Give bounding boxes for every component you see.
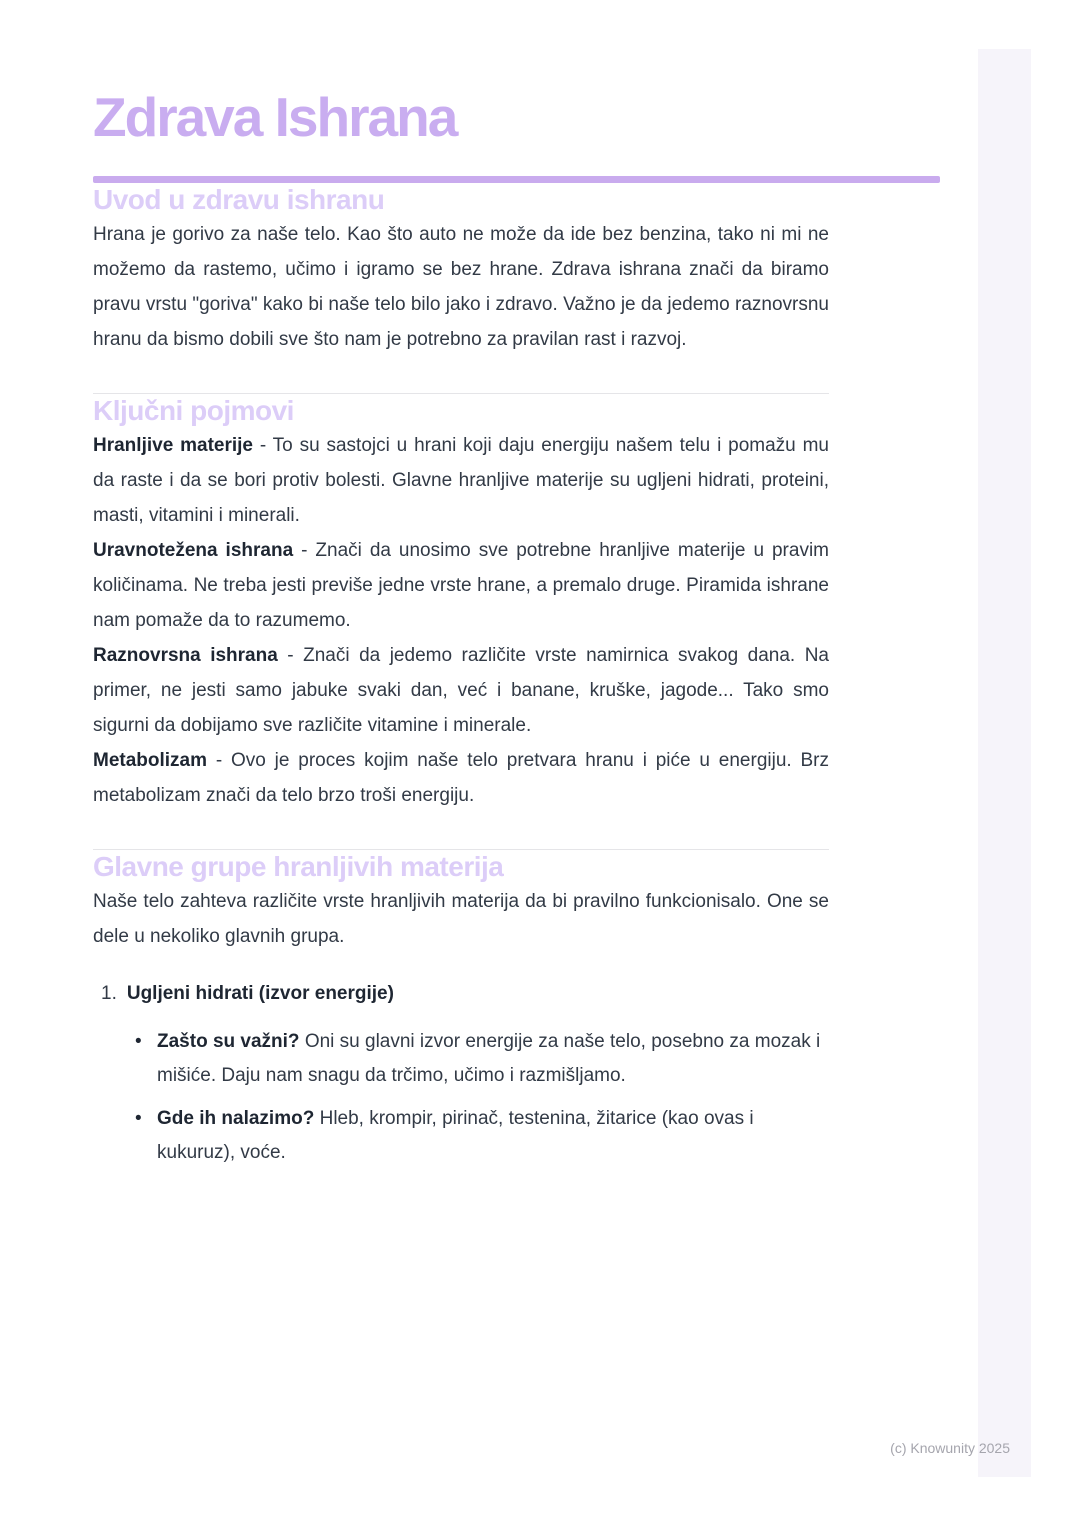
bullet-lead: Gde ih nalazimo?	[157, 1108, 315, 1129]
paragraph-text: Naše telo zahteva različite vrste hranljivih materija da bi pravilno funkcionisalo. One se dele u nekoliko glavnih grupa.	[93, 891, 829, 947]
term-definition: Znači da jedemo različite vrste namirnica svakog dana. Na primer, ne jesti samo jabuke svaki dan, već i banane, kruške, jagode... Tako smo sigurni da dobijamo sve različite vitamine i minerale.	[93, 645, 829, 736]
term-definition: Znači da unosimo sve potrebne hranljive materije u pravim količinama. Ne treba jesti previše jedne vrste hrane, a premalo druge. Piramida ishrane nam pomaže da to razumemo.	[93, 540, 829, 631]
section-heading-kljucni-pojmovi: Ključni pojmovi	[93, 395, 294, 426]
title-underline	[93, 176, 940, 183]
bullet-item	[93, 1102, 829, 1170]
term-definition: To su sastojci u hrani koji daju energiju našem telu i pomažu mu da raste i da se bori protiv bolesti. Glavne hranljive materije su ugljeni hidrati, proteini, masti, vitamini i minerali.	[93, 435, 829, 526]
intro-paragraph	[93, 217, 829, 357]
paragraph-text: Hrana je gorivo za naše telo. Kao što auto ne može da ide bez benzina, tako ni mi ne možemo da rastemo, učimo i igramo se bez hrane. Zdrava ishrana znači da biramo pravu vrstu "goriva" kako bi naše telo bilo jako i zdravo. Važno je da jedemo raznovrsnu hranu da bismo dobili sve što nam je potrebno za pravilan rast i razvoj.	[93, 224, 829, 350]
document-content	[93, 0, 829, 1170]
bullet-text: Oni su glavni izvor energije za naše telo, posebno za mozak i mišiće. Daju nam snagu da trčimo, učimo i razmišljamo.	[157, 1031, 821, 1086]
section-heading-glavne-grupe: Glavne grupe hranljivih materija	[93, 851, 504, 882]
numbered-item	[93, 976, 829, 1011]
term-separator: -	[293, 540, 316, 561]
item-label: Ugljeni hidrati (izvor energije)	[126, 983, 394, 1004]
section-heading-uvod: Uvod u zdravu ishranu	[93, 184, 385, 215]
bullet-item	[93, 1025, 829, 1093]
item-number: 1.	[101, 983, 117, 1004]
bullet-text: Hleb, krompir, pirinač, testenina, žitarice (kao ovas i kukuruz), voće.	[157, 1108, 754, 1163]
term-separator: -	[277, 645, 304, 666]
term-separator: -	[252, 435, 273, 456]
term-label: Metabolizam	[93, 750, 208, 771]
term-paragraph	[93, 743, 829, 813]
term-definition: Ovo je proces kojim naše telo pretvara hranu i piće u energiju. Brz metabolizam znači da telo brzo troši energiju.	[93, 750, 829, 806]
term-separator: -	[207, 750, 231, 771]
term-paragraph	[93, 428, 829, 533]
right-margin-strip	[978, 49, 1031, 1477]
page-title: Zdrava Ishrana	[93, 86, 457, 148]
term-paragraph	[93, 638, 829, 743]
term-label: Uravnotežena ishrana	[93, 540, 294, 561]
section-intro-paragraph	[93, 884, 829, 954]
bullet-list	[93, 1025, 829, 1170]
term-label: Raznovrsna ishrana	[93, 645, 278, 666]
bullet-lead: Zašto su važni?	[157, 1031, 300, 1052]
term-paragraph	[93, 533, 829, 638]
term-label: Hranljive materije	[93, 435, 253, 456]
numbered-list	[93, 976, 829, 1170]
copyright-footer: (c) Knowunity 2025	[890, 1440, 1010, 1456]
